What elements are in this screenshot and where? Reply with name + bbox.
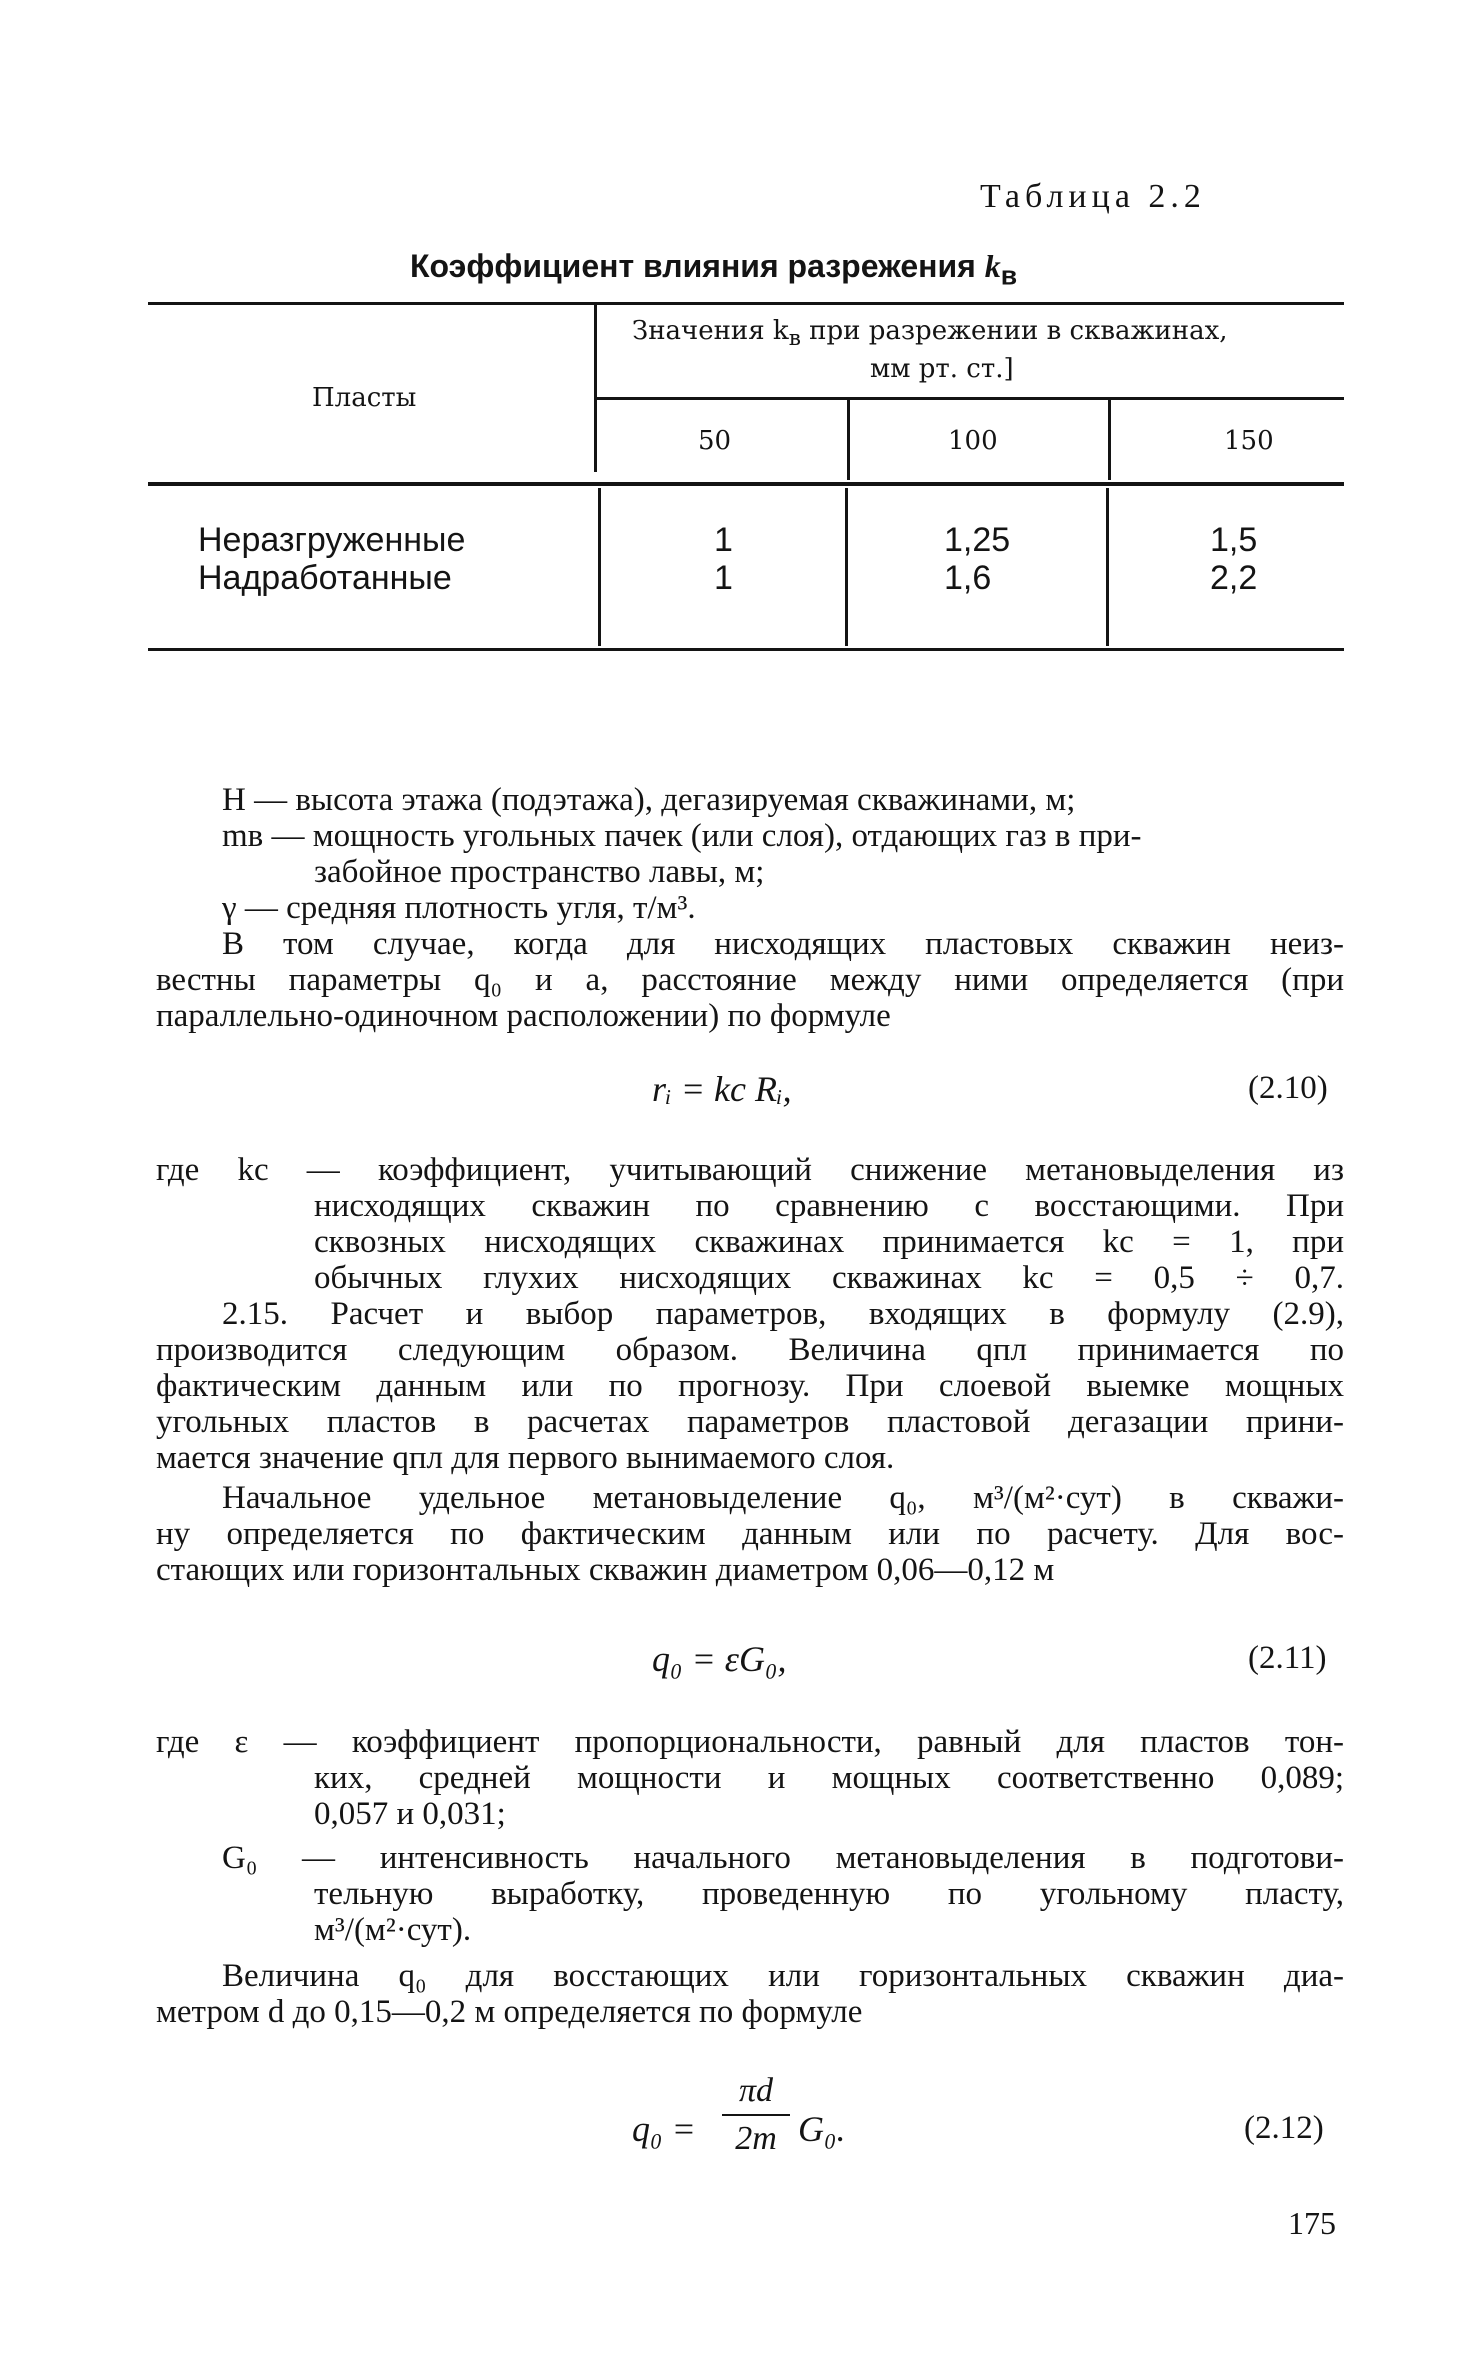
header-values: [632, 316, 1228, 351]
table-title: [410, 248, 1017, 291]
fraction-bar: [722, 2114, 790, 2116]
header-values-b: при разрежении в скважинах,: [800, 316, 1228, 346]
paragraph-line: ну определяется по фактическим данным или по расчету. Для вос-: [156, 1516, 1344, 1552]
header-pressure-50: 50: [698, 426, 732, 456]
section-2-15-line: производится следующим образом. Величина qпл принимается по: [156, 1332, 1344, 1368]
table-top-rule: [148, 302, 1344, 305]
row-value: 1: [714, 521, 733, 559]
paragraph-line: вестны параметры q₀ и a, расстояние между ними определяется (при: [156, 962, 1344, 998]
header-values-a: Значения k: [632, 316, 789, 346]
table-header-rule: [148, 482, 1344, 486]
formula-2-11: q₀ = εG₀,: [652, 1639, 787, 1679]
where-eps-3: 0,057 и 0,031;: [314, 1796, 506, 1832]
row-value: 2,2: [1210, 559, 1258, 597]
table-label: Таблица 2.2: [980, 178, 1206, 215]
section-2-15-line: фактическим данным или по прогнозу. При слоевой выемке мощных: [156, 1368, 1344, 1404]
formula-2-12-numerator: πd: [738, 2072, 774, 2109]
row-name: Надработанные: [198, 559, 452, 597]
where-G0-2: тельную выработку, проведенную по угольному пласту,: [314, 1876, 1344, 1912]
row-value: 1,6: [944, 559, 992, 597]
table-title-subscript: в: [1000, 260, 1018, 291]
row-value: 1: [714, 559, 733, 597]
where-G0-1: G₀ — интенсивность начального метановыделения в подготови-: [222, 1840, 1344, 1876]
page-number: 175: [1288, 2205, 1336, 2241]
header-pressure-150: 150: [1224, 426, 1274, 456]
row-name: Неразгруженные: [198, 521, 466, 559]
table-bottom-rule: [148, 648, 1344, 651]
formula-2-12-rhs: G₀.: [798, 2109, 846, 2149]
def-gamma: γ — средняя плотность угля, т/м³.: [222, 890, 696, 926]
equation-number-2-11: (2.11): [1248, 1640, 1327, 1676]
section-2-15-line: угольных пластов в расчетах параметров пластовой дегазации прини-: [156, 1404, 1344, 1440]
paragraph-line: стающих или горизонтальных скважин диаметром 0,06—0,12 м: [156, 1552, 1055, 1588]
header-layers: Пласты: [312, 383, 417, 413]
table-vline-1b: [598, 488, 601, 646]
formula-2-12-lhs: q₀ =: [632, 2109, 696, 2149]
where-kc-4: обычных глухих нисходящих скважинах kс = 0,5 ÷ 0,7.: [314, 1260, 1344, 1296]
def-mv-1: mв — мощность угольных пачек (или слоя), отдающих газ в при-: [222, 818, 1142, 854]
table-title-symbol: k: [984, 248, 1001, 284]
def-H: H — высота этажа (подэтажа), дегазируемая скважинами, м;: [222, 782, 1076, 818]
header-values-sub: в: [788, 326, 801, 352]
where-kc-3: сквозных нисходящих скважинах принимается kс = 1, при: [314, 1224, 1344, 1260]
where-kc-2: нисходящих скважин по сравнению с восстающими. При: [314, 1188, 1344, 1224]
paragraph-line: Начальное удельное метановыделение q₀, м³/(м²·сут) в скважи-: [222, 1480, 1344, 1516]
header-pressure-100: 100: [948, 426, 998, 456]
table-vline-2b: [845, 488, 848, 646]
table-vline-3: [1108, 400, 1111, 480]
where-kc-1: где kс — коэффициент, учитывающий снижение метановыделения из: [156, 1152, 1344, 1188]
where-eps-1: где ε — коэффициент пропорциональности, равный для пластов тон-: [156, 1724, 1344, 1760]
table-vline-1: [594, 302, 597, 472]
table-vline-3b: [1106, 488, 1109, 646]
paragraph-line: Величина q₀ для восстающих или горизонтальных скважин диа-: [222, 1958, 1344, 1994]
table-subheader-rule: [596, 397, 1344, 400]
row-value: 1,25: [944, 521, 1011, 559]
formula-2-12-denominator: 2m: [735, 2120, 777, 2157]
paragraph-line: метром d до 0,15—0,2 м определяется по формуле: [156, 1994, 863, 2030]
equation-number-2-10: (2.10): [1248, 1070, 1328, 1106]
where-eps-2: ких, средней мощности и мощных соответственно 0,089;: [314, 1760, 1344, 1796]
header-values-unit: мм рт. ст.]: [870, 354, 1014, 384]
paragraph-line: параллельно-одиночном расположении) по формуле: [156, 998, 891, 1034]
section-2-15-line: 2.15. Расчет и выбор параметров, входящих в формулу (2.9),: [222, 1296, 1344, 1332]
def-mv-2: забойное пространство лавы, м;: [314, 854, 765, 890]
equation-number-2-12: (2.12): [1244, 2110, 1324, 2146]
formula-2-10: rᵢ = kс Rᵢ,: [652, 1069, 792, 1109]
row-value: 1,5: [1210, 521, 1258, 559]
table-title-text: Коэффициент влияния разрежения: [410, 248, 976, 284]
where-G0-3: м³/(м²·сут).: [314, 1912, 472, 1948]
section-2-15-line: мается значение qпл для первого вынимаемого слоя.: [156, 1440, 895, 1476]
paragraph-line: В том случае, когда для нисходящих пластовых скважин неиз-: [222, 926, 1344, 962]
table-vline-2: [847, 400, 850, 480]
